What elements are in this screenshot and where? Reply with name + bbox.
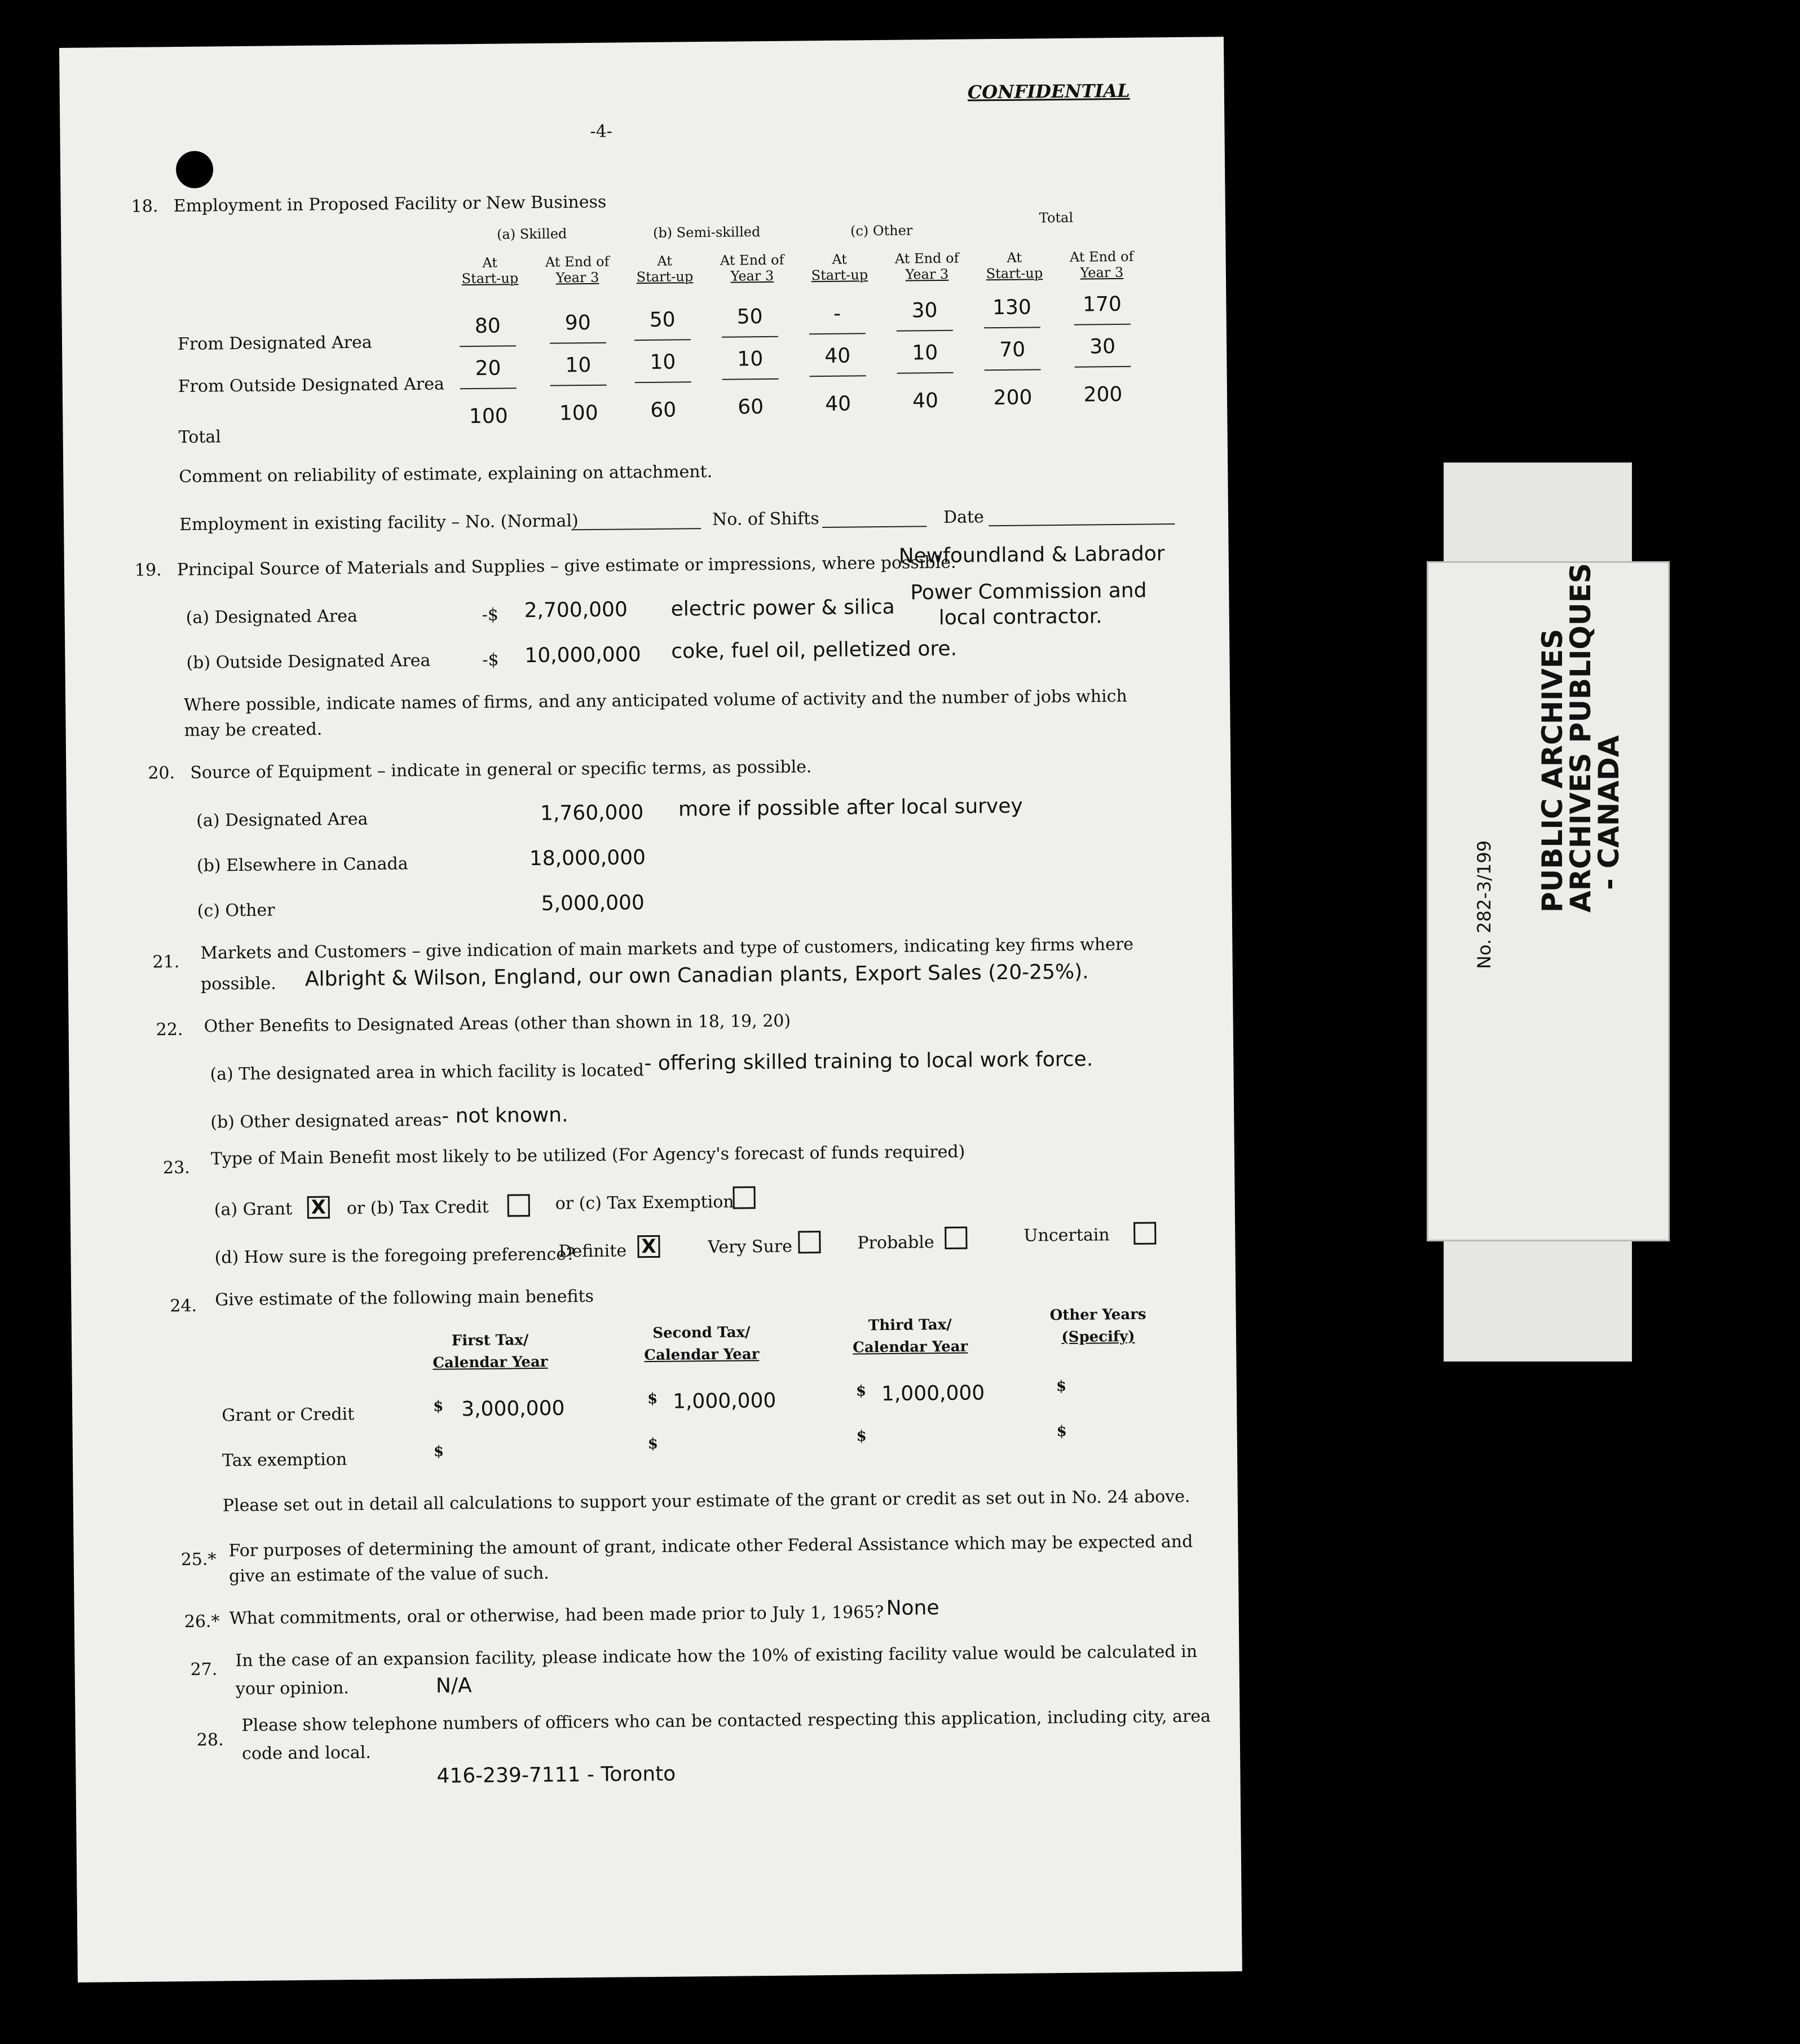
- q19-title: Principal Source of Materials and Supplies – give estimate or impressions, where possible.: [177, 552, 956, 580]
- q25-line1: For purposes of determining the amount of grant, indicate other Federal Assistance which may be expected and: [228, 1531, 1193, 1561]
- q19-b-dollar: -$: [482, 650, 499, 670]
- tax-credit-checkbox[interactable]: [508, 1194, 530, 1217]
- q24-grant-second: 1,000,000: [672, 1389, 777, 1413]
- q21-line1: Markets and Customers – give indication of main markets and type of customers, indicating key firms where: [200, 934, 1134, 963]
- q18-cell-value: 30: [911, 299, 938, 323]
- q18-cell-underline: [897, 330, 953, 332]
- q18-cell-value: 200: [993, 386, 1033, 410]
- q28-number: 28.: [196, 1730, 224, 1750]
- q24-col-second: Second Tax/ Calendar Year: [644, 1324, 760, 1364]
- q27-line1: In the case of an expansion facility, please indicate how the 10% of existing facility value would be calculated in: [235, 1641, 1198, 1671]
- q18-cell-underline: [635, 381, 691, 383]
- q22-a-label: (a) The designated area in which facility is located: [210, 1060, 645, 1085]
- q18-cell-value: 40: [825, 392, 852, 416]
- q23-tax-credit-label: or (b) Tax Credit: [346, 1197, 489, 1219]
- q24-note: Please set out in detail all calculations to support your estimate of the grant or credit as set out in No. 24 above.: [222, 1486, 1190, 1516]
- q18-sub-start: At Start-up: [636, 253, 694, 285]
- dollar-sign: $: [856, 1428, 867, 1445]
- q20-b-label: (b) Elsewhere in Canada: [196, 854, 408, 876]
- definite-checkbox[interactable]: X: [637, 1235, 660, 1258]
- very-sure-checkbox[interactable]: [798, 1231, 820, 1253]
- q22-b-label: (b) Other designated areas: [210, 1110, 442, 1133]
- archive-reference-number: No. 282-3/199: [1473, 840, 1495, 969]
- q20-c-label: (c) Other: [197, 900, 275, 921]
- q25-line2: give an estimate of the value of such.: [228, 1563, 549, 1587]
- q24-grant-third: 1,000,000: [881, 1381, 985, 1406]
- dollar-sign: $: [855, 1382, 867, 1400]
- q18-cell-value: 70: [999, 338, 1026, 362]
- date-line[interactable]: [989, 523, 1175, 526]
- q18-cell-underline: [809, 333, 866, 334]
- archive-stamp-line3: CANADA: [1592, 735, 1625, 869]
- q19-note-line3: local contractor.: [938, 605, 1102, 630]
- q23-d-label: (d) How sure is the foregoing preference?: [214, 1244, 576, 1268]
- q18-existing-label: Employment in existing facility – No. (Normal): [179, 511, 579, 535]
- q18-cell-underline: [460, 345, 516, 347]
- q19-number: 19.: [134, 560, 162, 580]
- q24-col-first: First Tax/ Calendar Year: [433, 1332, 548, 1372]
- q18-row-label: From Designated Area: [177, 332, 372, 355]
- q18-sub-start: At Start-up: [461, 254, 519, 287]
- q18-cell-value: 20: [475, 356, 501, 380]
- q19-b-desc: coke, fuel oil, pelletized ore.: [671, 637, 958, 663]
- q28-answer: 416-239-7111 - Toronto: [436, 1762, 676, 1788]
- q19-a-label: (a) Designated Area: [186, 606, 358, 628]
- q22-b-answer: - not known.: [442, 1103, 568, 1128]
- q28-line2: code and local.: [241, 1742, 371, 1764]
- q20-c-value: 5,000,000: [541, 891, 645, 915]
- q18-cell-underline: [634, 339, 691, 341]
- uncertain-checkbox[interactable]: [1133, 1222, 1156, 1244]
- q22-a-answer: - offering skilled training to local work force.: [644, 1047, 1093, 1076]
- q18-sub-end: At End of Year 3: [720, 252, 784, 284]
- q18-cell-value: 60: [738, 395, 764, 419]
- q23-probable-label: Probable: [857, 1232, 934, 1253]
- q23-title: Type of Main Benefit most likely to be utilized (For Agency's forecast of funds required): [210, 1142, 965, 1169]
- q18-cell-underline: [460, 387, 517, 389]
- q19-a-dollar: -$: [482, 605, 499, 625]
- q24-tax-label: Tax exemption: [222, 1450, 347, 1471]
- q18-cell-value: 30: [1089, 335, 1116, 359]
- q24-title: Give estimate of the following main benefits: [215, 1287, 594, 1310]
- q26-answer: None: [886, 1596, 939, 1620]
- form-page: [59, 37, 1242, 1983]
- q23-number: 23.: [162, 1157, 190, 1178]
- q18-sub-start: At Start-up: [986, 249, 1043, 281]
- q24-number: 24.: [170, 1296, 197, 1316]
- q18-cell-value: 200: [1083, 382, 1123, 407]
- q18-cell-value: 10: [650, 350, 676, 374]
- q18-cell-value: 40: [912, 389, 939, 413]
- q19-note2: may be created.: [184, 719, 323, 741]
- q18-cell-value: 40: [824, 344, 851, 368]
- q27-line2: your opinion.: [235, 1678, 350, 1699]
- q18-cell-underline: [550, 385, 607, 386]
- q18-cell-underline: [722, 336, 778, 338]
- q27-number: 27.: [190, 1659, 218, 1680]
- q23-exemption-label: or (c) Tax Exemption: [555, 1192, 734, 1214]
- q22-title: Other Benefits to Designated Areas (other than shown in 18, 19, 20): [204, 1011, 791, 1037]
- q28-line1: Please show telephone numbers of officers who can be contacted respecting this application, including city, area: [241, 1706, 1211, 1736]
- q18-row-label: From Outside Designated Area: [178, 374, 444, 397]
- q19-note-line1: Newfoundland & Labrador: [898, 542, 1165, 568]
- q18-shifts-label: No. of Shifts: [712, 509, 819, 530]
- q18-cell-value: 90: [564, 311, 591, 335]
- dollar-sign: $: [647, 1435, 659, 1453]
- q24-grant-label: Grant or Credit: [222, 1404, 355, 1426]
- q26-text: What commitments, oral or otherwise, had been made prior to July 1, 1965?: [229, 1602, 884, 1629]
- probable-checkbox[interactable]: [945, 1227, 967, 1249]
- q18-cell-underline: [984, 327, 1040, 328]
- grant-checkbox[interactable]: X: [307, 1196, 330, 1218]
- q23-definite-label: Definite: [558, 1241, 627, 1262]
- q18-date-label: Date: [943, 507, 984, 527]
- q23-grant-label: (a) Grant: [214, 1199, 293, 1220]
- dollar-sign: $: [1056, 1422, 1067, 1441]
- q18-cell-value: 10: [737, 347, 764, 371]
- q18-cell-underline: [897, 372, 954, 374]
- page-number: -4-: [590, 121, 613, 142]
- q26-number: 26.*: [184, 1611, 220, 1632]
- q18-sub-start: At Start-up: [811, 251, 868, 283]
- archive-card: [1427, 561, 1670, 1241]
- tax-exemption-checkbox[interactable]: [733, 1186, 755, 1209]
- q20-b-value: 18,000,000: [529, 846, 646, 871]
- q18-cell-value: 60: [650, 398, 677, 422]
- q18-cell-underline: [985, 369, 1041, 371]
- q18-cell-value: 10: [565, 353, 592, 377]
- q18-cell-value: 100: [469, 404, 508, 429]
- q23-very-sure-label: Very Sure: [708, 1236, 793, 1258]
- q18-cell-underline: [550, 342, 606, 344]
- q21-line2: possible.: [200, 973, 276, 994]
- q21-number: 21.: [152, 952, 180, 972]
- confidential-mark: CONFIDENTIAL: [967, 80, 1130, 103]
- dollar-sign: $: [433, 1443, 444, 1460]
- q18-group-semiskilled: (b) Semi-skilled: [652, 224, 761, 241]
- q18-title: Employment in Proposed Facility or New Business: [173, 192, 607, 217]
- q19-note1: Where possible, indicate names of firms, and any anticipated volume of activity and the number of jobs which: [184, 686, 1127, 715]
- q22-number: 22.: [156, 1019, 183, 1040]
- q18-cell-underline: [722, 378, 779, 380]
- q20-number: 20.: [148, 763, 175, 783]
- archive-stamp-line2: ARCHIVES PUBLIQUES: [1564, 563, 1597, 913]
- q20-a-value: 1,760,000: [540, 801, 644, 825]
- q18-sub-end: At End of Year 3: [545, 253, 610, 286]
- q24-grant-first: 3,000,000: [461, 1397, 565, 1421]
- q18-cell-value: 170: [1082, 292, 1122, 316]
- punch-hole: [176, 151, 214, 188]
- dollar-sign: $: [1056, 1377, 1067, 1395]
- q18-cell-value: 50: [649, 308, 676, 332]
- q18-sub-end: At End of Year 3: [1069, 248, 1134, 281]
- q18-cell-value: 100: [559, 401, 598, 425]
- q25-number: 25.*: [180, 1549, 217, 1570]
- existing-employment-line[interactable]: [571, 528, 701, 530]
- q18-cell-value: 80: [474, 314, 501, 338]
- q18-cell-value: 10: [912, 341, 938, 365]
- q23-uncertain-label: Uncertain: [1023, 1225, 1110, 1246]
- q24-col-third: Third Tax/ Calendar Year: [853, 1316, 968, 1356]
- q18-cell-value: -: [833, 302, 841, 325]
- shifts-line[interactable]: [822, 526, 927, 528]
- q19-note-line2: Power Commission and: [910, 579, 1147, 605]
- q20-a-note: more if possible after local survey: [678, 794, 1023, 821]
- q19-a-value: 2,700,000: [524, 598, 628, 623]
- q18-group-other: (c) Other: [850, 222, 913, 239]
- q19-b-value: 10,000,000: [524, 643, 641, 668]
- q18-cell-underline: [1074, 324, 1131, 325]
- q19-b-label: (b) Outside Designated Area: [186, 650, 431, 673]
- q19-a-desc: electric power & silica: [670, 595, 895, 621]
- dollar-sign: $: [647, 1390, 658, 1408]
- archive-stamp-line1: PUBLIC ARCHIVES: [1536, 628, 1569, 913]
- q18-cell-underline: [1075, 366, 1131, 368]
- q18-row-label: Total: [178, 427, 222, 447]
- q18-group-total: Total: [1039, 209, 1074, 226]
- q18-cell-value: 50: [736, 305, 763, 329]
- q24-col-other: Other Years (Specify): [1049, 1306, 1146, 1346]
- q18-cell-underline: [810, 375, 866, 377]
- q27-answer: N/A: [435, 1674, 472, 1698]
- q20-a-label: (a) Designated Area: [196, 809, 368, 831]
- archive-stamp: PUBLIC ARCHIVES ARCHIVES PUBLIQUES - CANADA: [1536, 563, 1625, 913]
- q18-number: 18.: [131, 196, 158, 217]
- q18-sub-end: At End of Year 3: [894, 250, 959, 283]
- dollar-sign: $: [433, 1398, 444, 1415]
- q20-title: Source of Equipment – indicate in general or specific terms, as possible.: [190, 757, 812, 783]
- q18-cell-value: 130: [992, 296, 1032, 320]
- q18-comment: Comment on reliability of estimate, explaining on attachment.: [179, 461, 713, 487]
- q18-group-skilled: (a) Skilled: [496, 226, 567, 243]
- q21-answer: Albright & Wilson, England, our own Canadian plants, Export Sales (20-25%).: [305, 960, 1089, 991]
